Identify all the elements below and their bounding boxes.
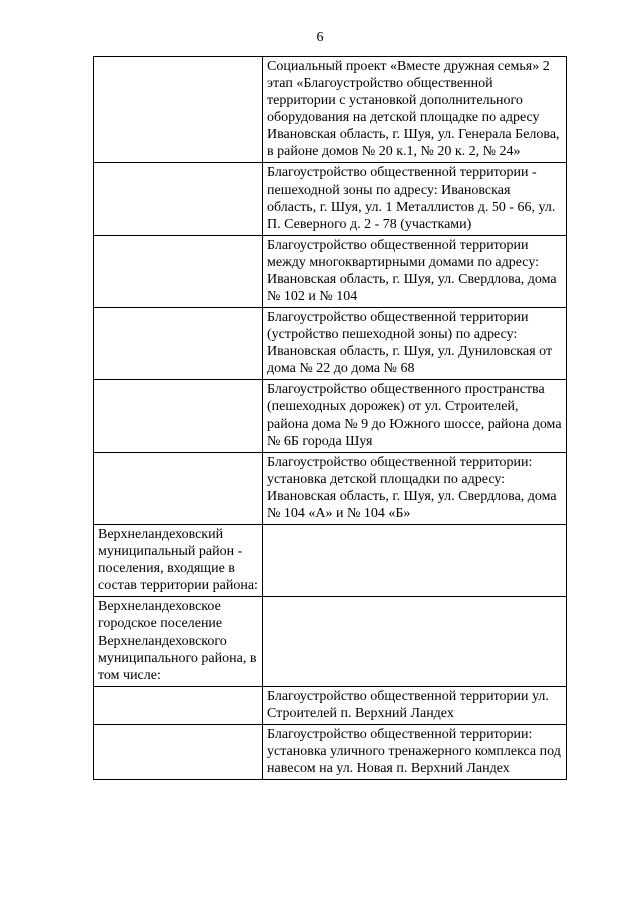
- table-row: [94, 597, 567, 686]
- table-row: [94, 686, 567, 724]
- table-cell-left: [94, 235, 263, 307]
- page-number: 6: [316, 30, 324, 45]
- table-cell-right: Благоустройство общественного пространства (пешеходных дорожек) от ул. Строителей, района дома № 9 до Южного шоссе, района дома № 6Б города Шуя: [263, 380, 567, 452]
- table-cell-right: Благоустройство общественной территории: установка уличного тренажерного комплекса под навесом на ул. Новая п. Верхний Ландех: [263, 724, 567, 779]
- table-cell-right: Благоустройство общественной территории: установка детской площадки по адресу: Ивановская область, г. Шуя, ул. Свердлова, дома № 104 «А» и № 104 «Б»: [263, 452, 567, 524]
- table-cell-right: Благоустройство общественной территории ул. Строителей п. Верхний Ландех: [263, 686, 567, 724]
- table-cell-left: [94, 308, 263, 380]
- table-row: [94, 380, 567, 452]
- table-row: [94, 57, 567, 163]
- table-row: [94, 724, 567, 779]
- table-row: [94, 163, 567, 235]
- projects-table: [93, 56, 567, 780]
- table-cell-left: [94, 380, 263, 452]
- table-cell-right: [263, 525, 567, 597]
- table-cell-right: [263, 597, 567, 686]
- table-cell-left: Верхнеландеховское городское поселение Верхнеландеховского муниципального района, в том числе:: [94, 597, 263, 686]
- table-cell-right: Благоустройство общественной территории (устройство пешеходной зоны) по адресу: Ивановская область, г. Шуя, ул. Дуниловская от дома № 22 до дома № 68: [263, 308, 567, 380]
- table-row: [94, 235, 567, 307]
- table-cell-right: Благоустройство общественной территории - пешеходной зоны по адресу: Ивановская область, г. Шуя, ул. 1 Металлистов д. 50 - 66, ул. П. Северного д. 2 - 78 (участками): [263, 163, 567, 235]
- table-cell-right: Социальный проект «Вместе дружная семья» 2 этап «Благоустройство общественной территории с установкой дополнительного оборудования на детской площадке по адресу Ивановская область, г. Шуя, ул. Генерала Белова, в районе домов № 20 к.1, № 20 к. 2, № 24»: [263, 57, 567, 163]
- table-row: [94, 452, 567, 524]
- table-cell-left: [94, 163, 263, 235]
- table-row: [94, 525, 567, 597]
- table-cell-left: [94, 686, 263, 724]
- table-cell-left: [94, 724, 263, 779]
- table-cell-left: [94, 57, 263, 163]
- table-cell-left: Верхнеландеховский муниципальный район - поселения, входящие в состав территории района:: [94, 525, 263, 597]
- table-row: [94, 308, 567, 380]
- table-cell-left: [94, 452, 263, 524]
- table-cell-right: Благоустройство общественной территории между многоквартирными домами по адресу: Ивановская область, г. Шуя, ул. Свердлова, дома № 102 и № 104: [263, 235, 567, 307]
